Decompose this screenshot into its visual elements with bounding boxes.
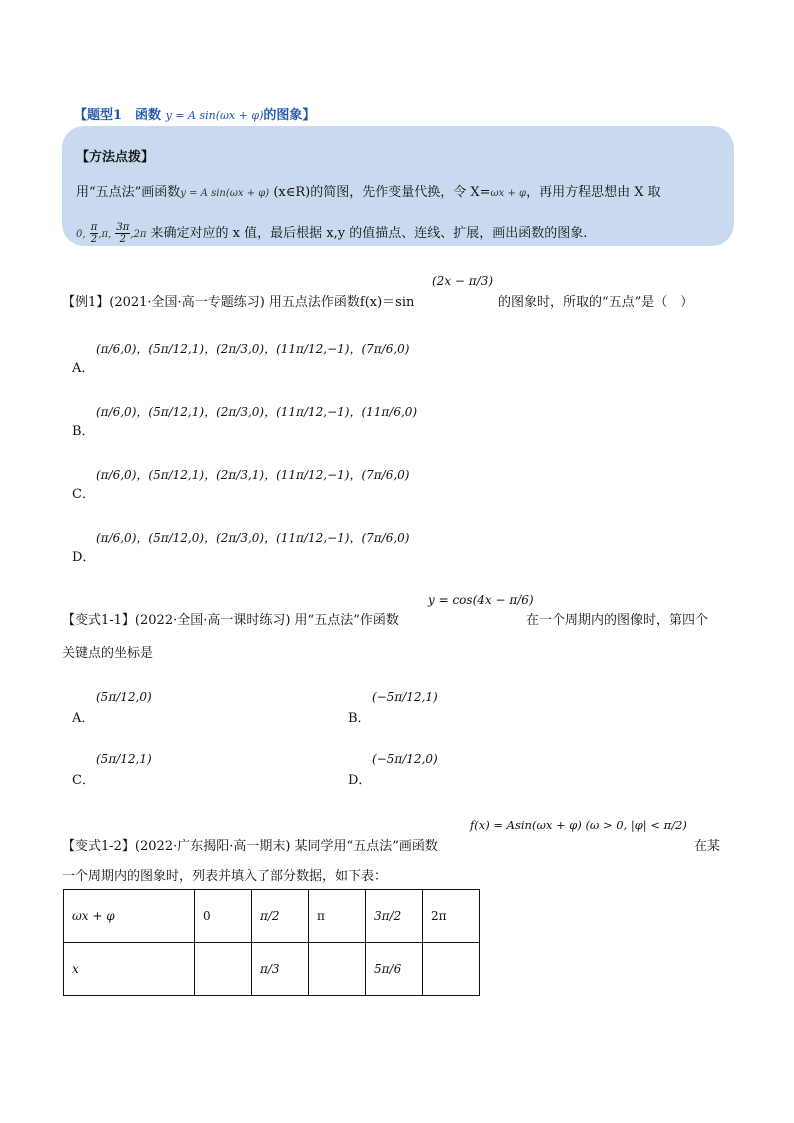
table-cell: x xyxy=(64,943,195,996)
method-line-1 xyxy=(76,181,661,200)
v11-option-b-point[interactable]: (−5π/12,1) xyxy=(372,690,438,704)
example1-stem-end: 的图象时，所取的“五点”是（ ） xyxy=(498,295,694,310)
v11-option-a-point[interactable]: (5π/12,0) xyxy=(96,690,152,704)
v11-option-a-letter[interactable]: A． xyxy=(72,711,95,726)
table-cell: π xyxy=(309,890,366,943)
heading-suffix: 的图象】 xyxy=(263,108,316,123)
stem-text: 【例1】(2021·全国·高一专题练习) 用五点法作函数f(x)＝sin xyxy=(62,295,415,310)
fraction: $\frac{3\pi}{2}$ xyxy=(116,222,130,245)
option-a-points[interactable]: (π/6,0)，(5π/12,1)，(2π/3,0)，(11π/12,−1)，(7π/6,0) xyxy=(96,342,410,356)
variant11-stem-line2: 关键点的坐标是 xyxy=(62,646,154,661)
example1-formula: (2x − π/3) xyxy=(432,274,494,288)
table-cell xyxy=(309,943,366,996)
table-row xyxy=(64,890,480,943)
method-line-2 xyxy=(76,222,587,245)
method-formula: ,2π xyxy=(130,229,147,240)
table-cell xyxy=(423,943,480,996)
option-b-letter[interactable]: B． xyxy=(72,424,95,439)
v11-option-d-point[interactable]: (−5π/12,0) xyxy=(372,752,438,766)
option-c-points[interactable]: (π/6,0)，(5π/12,1)，(2π/3,1)，(11π/12,−1)，(7π/6,0) xyxy=(96,468,410,482)
table-row xyxy=(64,943,480,996)
option-a-letter[interactable]: A． xyxy=(72,361,95,376)
heading-formula: y = A sin(ωx + φ) xyxy=(165,109,264,122)
option-d-points[interactable]: (π/6,0)，(5π/12,0)，(2π/3,0)，(11π/12,−1)，(7π/6,0) xyxy=(96,531,410,545)
variant11-stem: 【变式1-1】(2022·全国·高一课时练习) 用“五点法”作函数 xyxy=(62,613,399,628)
table-cell: ωx + φ xyxy=(64,890,195,943)
v11-option-c-letter[interactable]: C． xyxy=(72,773,95,788)
table-cell xyxy=(195,943,252,996)
table-cell: 2π xyxy=(423,890,480,943)
method-text: 用“五点法”画函数 xyxy=(76,185,181,200)
heading-prefix: 【题型1 函数 xyxy=(74,108,162,123)
table-cell: π/2 xyxy=(252,890,309,943)
v11-option-c-point[interactable]: (5π/12,1) xyxy=(96,752,152,766)
method-title: 【方法点拨】 xyxy=(76,150,155,165)
variant12-stem-line2: 一个周期内的图象时，列表并填入了部分数据，如下表： xyxy=(62,869,388,884)
method-text: (x∈R)的简图，先作变量代换，令 X= xyxy=(273,185,491,200)
method-formula: 0, xyxy=(76,229,86,240)
method-formula: ωx + φ xyxy=(490,188,527,199)
table-cell: 0 xyxy=(195,890,252,943)
fraction: $\frac{\pi}{2}$ xyxy=(90,222,98,245)
method-text: ，再用方程思想由 X 取 xyxy=(526,185,661,200)
option-c-letter[interactable]: C． xyxy=(72,487,95,502)
method-formula: ,π, xyxy=(98,229,112,240)
method-text: 来确定对应的 x 值，最后根据 x,y 的值描点、连线、扩展，画出函数的图象. xyxy=(150,226,588,241)
method-formula: y = A sin(ωx + φ) xyxy=(180,188,270,199)
variant12-stem-end: 在某 xyxy=(694,839,721,854)
v11-option-d-letter[interactable]: D． xyxy=(348,773,372,788)
table-cell: 5π/6 xyxy=(366,943,423,996)
variant12-stem: 【变式1-2】(2022·广东揭阳·高一期末) 某同学用“五点法”画函数 xyxy=(62,839,438,854)
table-cell: 3π/2 xyxy=(366,890,423,943)
data-table xyxy=(63,889,480,996)
v11-option-b-letter[interactable]: B． xyxy=(348,711,371,726)
option-d-letter[interactable]: D． xyxy=(72,550,96,565)
table-cell: π/3 xyxy=(252,943,309,996)
variant11-formula: y = cos(4x − π/6) xyxy=(428,593,534,607)
section-heading xyxy=(74,104,315,123)
variant12-formula: f(x) = Asin(ωx + φ) (ω > 0, |φ| < π/2) xyxy=(470,818,687,832)
example1-stem xyxy=(62,291,414,310)
option-b-points[interactable]: (π/6,0)，(5π/12,1)，(2π/3,0)，(11π/12,−1)，(11π/6,0) xyxy=(96,405,418,419)
variant11-stem-end: 在一个周期内的图像时，第四个 xyxy=(526,613,709,628)
